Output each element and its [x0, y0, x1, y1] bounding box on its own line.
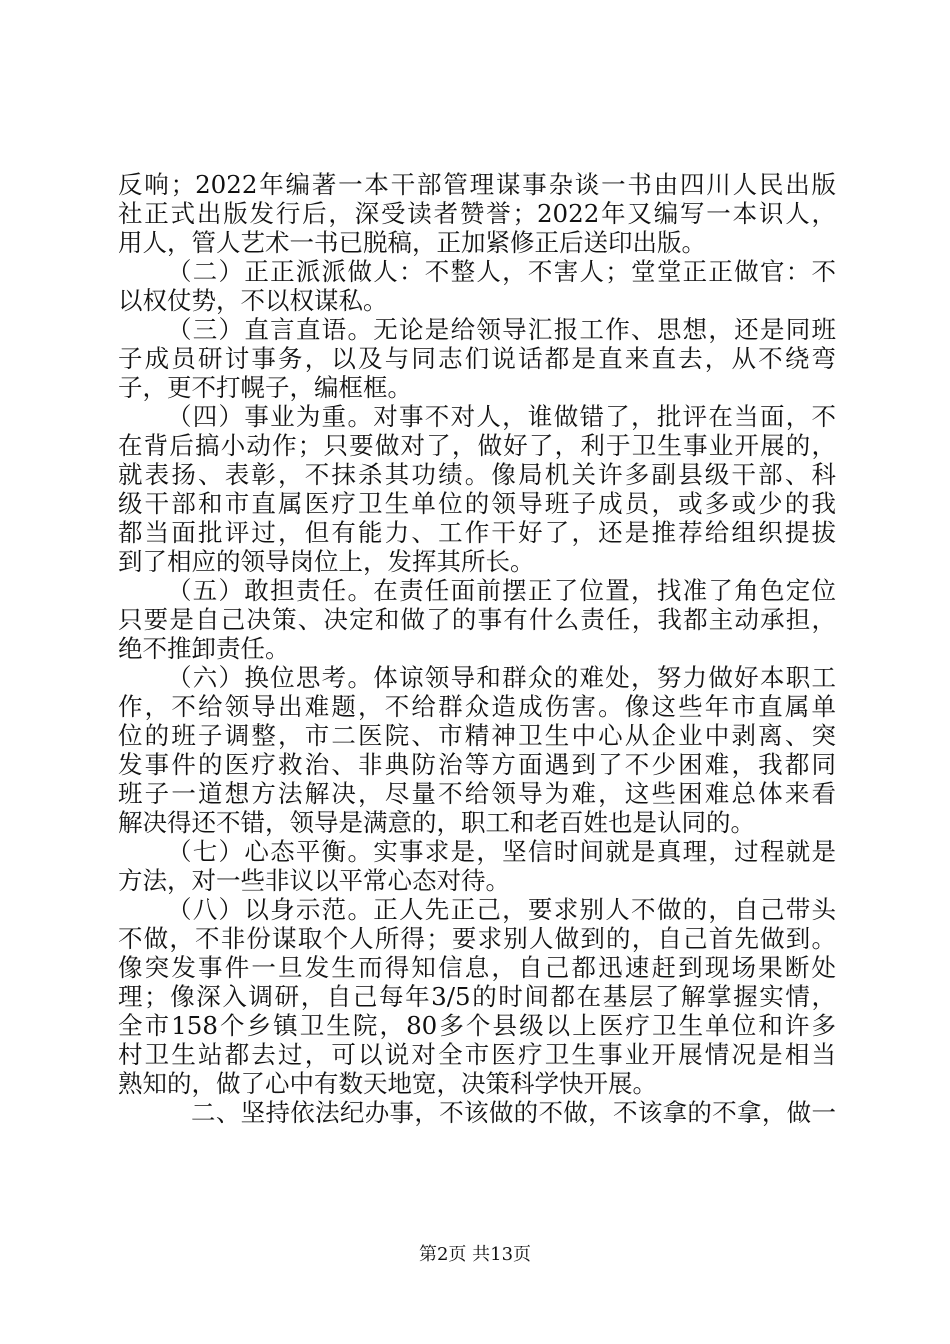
- body-line: （八）以身示范。正人先正己，要求别人不做的，自己带头: [167, 895, 836, 924]
- body-line: 反响；2022年编著一本干部管理谋事杂谈一书由四川人民出版: [118, 170, 836, 199]
- body-line: 在背后搞小动作；只要做对了，做好了，利于卫生事业开展的，: [118, 431, 836, 460]
- body-line: （六）换位思考。体谅领导和群众的难处，努力做好本职工: [167, 663, 836, 692]
- body-line: （四）事业为重。对事不对人，谁做错了，批评在当面，不: [167, 402, 836, 431]
- body-line: 到了相应的领导岗位上，发挥其所长。: [118, 547, 535, 576]
- body-line: 作，不给领导出难题，不给群众造成伤害。像这些年市直属单: [118, 692, 836, 721]
- body-line: 熟知的，做了心中有数天地宽，决策科学快开展。: [118, 1069, 657, 1098]
- body-line: 解决得还不错，领导是满意的，职工和老百姓也是认同的。: [118, 808, 755, 837]
- body-line: 用人，管人艺术一书已脱稿，正加紧修正后送印出版。: [118, 228, 706, 257]
- body-line: （七）心态平衡。实事求是，坚信时间就是真理，过程就是: [167, 837, 836, 866]
- body-line: 班子一道想方法解决，尽量不给领导为难，这些困难总体来看: [118, 779, 836, 808]
- body-line: 位的班子调整，市二医院、市精神卫生中心从企业中剥离、突: [118, 721, 836, 750]
- body-line: 以权仗势，不以权谋私。: [118, 286, 388, 315]
- body-line: 像突发事件一旦发生而得知信息，自己都迅速赶到现场果断处: [118, 953, 836, 982]
- body-line: 都当面批评过，但有能力、工作干好了，还是推荐给组织提拔: [118, 518, 836, 547]
- body-line: （三）直言直语。无论是给领导汇报工作、思想，还是同班: [167, 315, 836, 344]
- body-line: 全市158个乡镇卫生院，80多个县级以上医疗卫生单位和许多: [118, 1011, 836, 1040]
- page-number-footer: 第2页 共13页: [418, 1244, 532, 1265]
- body-line: 社正式出版发行后，深受读者赞誉；2022年又编写一本识人，: [118, 199, 836, 228]
- body-line: 方法，对一些非议以平常心态对待。: [118, 866, 510, 895]
- body-line: （二）正正派派做人：不整人，不害人；堂堂正正做官：不: [167, 257, 836, 286]
- body-line: 只要是自己决策、决定和做了的事有什么责任，我都主动承担，: [118, 605, 836, 634]
- body-line: 子，更不打幌子，编框框。: [118, 373, 412, 402]
- body-line: 不做，不非份谋取个人所得；要求别人做到的，自己首先做到。: [118, 924, 836, 953]
- body-line: （五）敢担责任。在责任面前摆正了位置，找准了角色定位: [167, 576, 836, 605]
- body-line: 子成员研讨事务，以及与同志们说话都是直来直去，从不绕弯: [118, 344, 836, 373]
- body-line: 级干部和市直属医疗卫生单位的领导班子成员，或多或少的我: [118, 489, 836, 518]
- body-line: 绝不推卸责任。: [118, 634, 290, 663]
- body-line: 理；像深入调研，自己每年3/5的时间都在基层了解掌握实情，: [118, 982, 836, 1011]
- body-line: 村卫生站都去过，可以说对全市医疗卫生事业开展情况是相当: [118, 1040, 836, 1069]
- body-line: 就表扬、表彰，不抹杀其功绩。像局机关许多副县级干部、科: [118, 460, 836, 489]
- body-line: 二、坚持依法纪办事，不该做的不做，不该拿的不拿，做一: [191, 1098, 836, 1127]
- body-line: 发事件的医疗救治、非典防治等方面遇到了不少困难，我都同: [118, 750, 836, 779]
- document-body: [118, 170, 836, 1127]
